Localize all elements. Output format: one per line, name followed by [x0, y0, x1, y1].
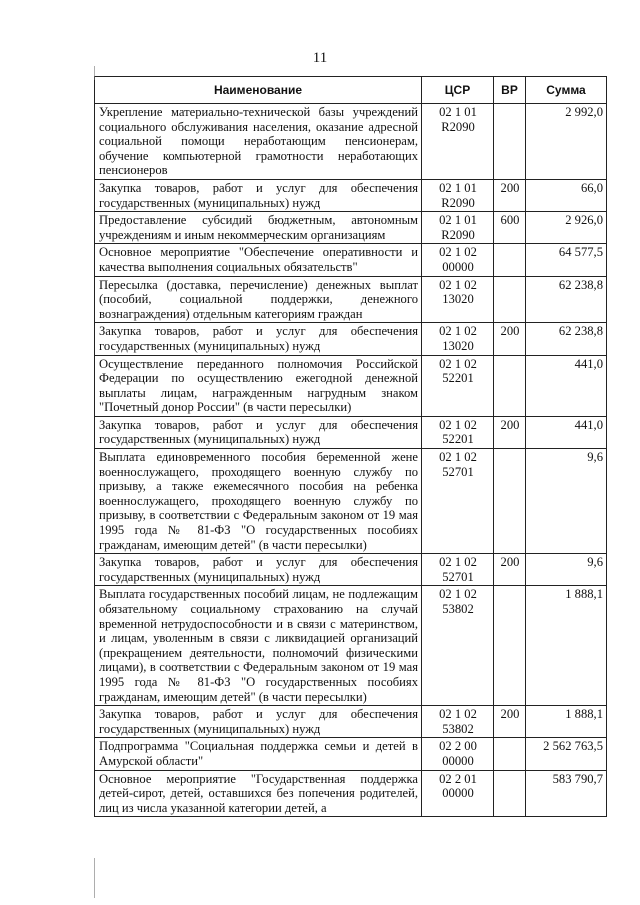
- budget-table: [94, 76, 607, 817]
- row-vr-cell: 200: [494, 416, 526, 448]
- row-vr-cell: [494, 770, 526, 817]
- row-csr-cell: 02 1 02 53802: [422, 586, 494, 706]
- table-row: [95, 738, 607, 770]
- table-row: [95, 706, 607, 738]
- row-sum-cell: 66,0: [526, 179, 607, 211]
- scan-mark: [94, 858, 95, 898]
- row-sum-cell: 62 238,8: [526, 323, 607, 355]
- row-csr-cell: 02 2 01 00000: [422, 770, 494, 817]
- row-sum-cell: 64 577,5: [526, 244, 607, 276]
- row-vr-cell: [494, 104, 526, 180]
- row-name-cell: Пересылка (доставка, перечисление) денежных выплат (пособий, социальной поддержки, денежного вознаграждения) отдельным категориям граждан: [95, 276, 422, 323]
- row-name-cell: Основное мероприятие "Обеспечение оперативности и качества выполнения социальных обязательств": [95, 244, 422, 276]
- header-name: Наименование: [95, 77, 422, 104]
- row-csr-cell: 02 1 01 R2090: [422, 212, 494, 244]
- row-vr-cell: [494, 738, 526, 770]
- row-vr-cell: 200: [494, 323, 526, 355]
- table-row: [95, 586, 607, 706]
- row-csr-cell: 02 1 02 13020: [422, 276, 494, 323]
- row-sum-cell: 441,0: [526, 355, 607, 416]
- row-csr-cell: 02 1 02 00000: [422, 244, 494, 276]
- row-sum-cell: 2 992,0: [526, 104, 607, 180]
- row-csr-cell: 02 1 02 52701: [422, 449, 494, 554]
- row-sum-cell: 441,0: [526, 416, 607, 448]
- row-csr-cell: 02 1 02 13020: [422, 323, 494, 355]
- table-row: [95, 276, 607, 323]
- row-csr-cell: 02 1 02 52701: [422, 554, 494, 586]
- row-name-cell: Основное мероприятие "Государственная поддержка детей-сирот, детей, оставшихся без попечения родителей, лиц из числа указанной категории детей, а: [95, 770, 422, 817]
- table-row: [95, 355, 607, 416]
- row-name-cell: Укрепление материально-технической базы учреждений социального обслуживания населения, оказание адресной социальной помощи неработающим пенсионерам, обучение компьютерной грамотности неработающих пенсионеров: [95, 104, 422, 180]
- row-vr-cell: 200: [494, 706, 526, 738]
- row-csr-cell: 02 1 02 53802: [422, 706, 494, 738]
- row-vr-cell: [494, 244, 526, 276]
- row-vr-cell: 200: [494, 179, 526, 211]
- row-name-cell: Закупка товаров, работ и услуг для обеспечения государственных (муниципальных) нужд: [95, 554, 422, 586]
- row-sum-cell: 2 926,0: [526, 212, 607, 244]
- header-sum: Сумма: [526, 77, 607, 104]
- row-sum-cell: 583 790,7: [526, 770, 607, 817]
- table-row: [95, 770, 607, 817]
- row-name-cell: Закупка товаров, работ и услуг для обеспечения государственных (муниципальных) нужд: [95, 179, 422, 211]
- row-csr-cell: 02 1 02 52201: [422, 416, 494, 448]
- row-name-cell: Закупка товаров, работ и услуг для обеспечения государственных (муниципальных) нужд: [95, 323, 422, 355]
- row-sum-cell: 1 888,1: [526, 706, 607, 738]
- page-number: 11: [312, 50, 328, 66]
- row-name-cell: Закупка товаров, работ и услуг для обеспечения государственных (муниципальных) нужд: [95, 416, 422, 448]
- row-csr-cell: 02 2 00 00000: [422, 738, 494, 770]
- table-header-row: [95, 77, 607, 104]
- row-name-cell: Выплата единовременного пособия беременной жене военнослужащего, проходящего военную службу по призыву, а также ежемесячного пособия на ребенка военнослужащего, проходящего военную службу по призыву, в соответствии с Федеральным законом от 19 мая 1995 года № 81-ФЗ "О государственных пособиях гражданам, имеющим детей" (в части пересылки): [95, 449, 422, 554]
- row-vr-cell: [494, 276, 526, 323]
- row-name-cell: Осуществление переданного полномочия Российской Федерации по осуществлению ежегодной денежной выплаты лицам, награжденным нагрудным знаком "Почетный донор России" (в части пересылки): [95, 355, 422, 416]
- header-vr: ВР: [494, 77, 526, 104]
- row-name-cell: Предоставление субсидий бюджетным, автономным учреждениям и иным некоммерческим организациям: [95, 212, 422, 244]
- row-name-cell: Подпрограмма "Социальная поддержка семьи и детей в Амурской области": [95, 738, 422, 770]
- row-sum-cell: 62 238,8: [526, 276, 607, 323]
- row-vr-cell: 200: [494, 554, 526, 586]
- scan-mark: [94, 66, 95, 80]
- table-row: [95, 179, 607, 211]
- row-vr-cell: [494, 449, 526, 554]
- table-row: [95, 416, 607, 448]
- row-csr-cell: 02 1 02 52201: [422, 355, 494, 416]
- row-sum-cell: 9,6: [526, 449, 607, 554]
- row-vr-cell: 600: [494, 212, 526, 244]
- row-name-cell: Выплата государственных пособий лицам, не подлежащим обязательному социальному страхованию на случай временной нетрудоспособности и в связи с материнством, и лицам, уволенным в связи с ликвидацией организаций (прекращением деятельности, полномочий физическими лицами), в соответствии с Федеральным законом от 19 мая 1995 года № 81-ФЗ "О государственных пособиях гражданам, имеющим детей" (в части пересылки): [95, 586, 422, 706]
- row-vr-cell: [494, 586, 526, 706]
- header-csr: ЦСР: [422, 77, 494, 104]
- row-vr-cell: [494, 355, 526, 416]
- row-sum-cell: 1 888,1: [526, 586, 607, 706]
- row-csr-cell: 02 1 01 R2090: [422, 179, 494, 211]
- table-row: [95, 104, 607, 180]
- table-row: [95, 212, 607, 244]
- row-sum-cell: 9,6: [526, 554, 607, 586]
- table-row: [95, 449, 607, 554]
- row-csr-cell: 02 1 01 R2090: [422, 104, 494, 180]
- table-row: [95, 554, 607, 586]
- table-row: [95, 323, 607, 355]
- table-row: [95, 244, 607, 276]
- row-sum-cell: 2 562 763,5: [526, 738, 607, 770]
- row-name-cell: Закупка товаров, работ и услуг для обеспечения государственных (муниципальных) нужд: [95, 706, 422, 738]
